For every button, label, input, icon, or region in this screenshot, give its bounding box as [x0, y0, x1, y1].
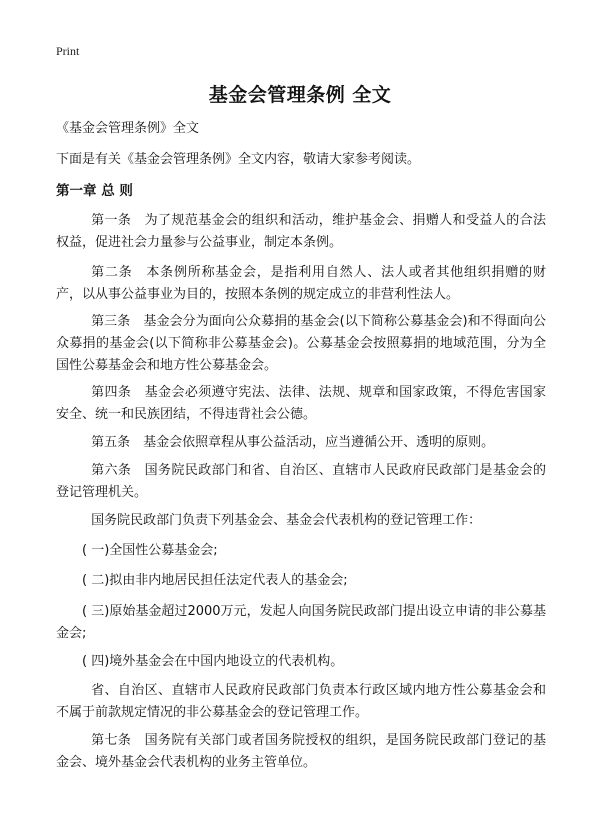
- paragraph-registration-scope: 国务院民政部门负责下列基金会、基金会代表机构的登记管理工作：: [91, 513, 482, 528]
- article-2: 第二条 本条例所称基金会，是指利用自然人、法人或者其他组织捐赠的财产，以从事公益事业为目的，按照本条例的规定成立的非营利性法人。: [56, 265, 546, 302]
- document-subtitle: 《基金会管理条例》全文: [56, 121, 200, 136]
- intro-text: 下面是有关《基金会管理条例》全文内容，敬请大家参考阅读。: [56, 152, 421, 167]
- article-5: 第五条 基金会依照章程从事公益活动，应当遵循公开、透明的原则。: [91, 435, 495, 450]
- article-4: 第四条 基金会必须遵守宪法、法律、法规、规章和国家政策，不得危害国家安全、统一和民族团结，不得违背社会公德。: [56, 385, 546, 422]
- paragraph-provincial-registration: 省、自治区、直辖市人民政府民政部门负责本行政区域内地方性公募基金会和不属于前款规定情况的非公募基金会的登记管理工作。: [56, 683, 546, 720]
- list-item-non-mainland-representative: ( 二)拟由非内地居民担任法定代表人的基金会;: [82, 573, 348, 588]
- list-item-original-fund: ( 三)原始基金超过2000万元，发起人向国务院民政部门提出设立申请的非公募基金会;: [56, 604, 546, 641]
- article-7: 第七条 国务院有关部门或者国务院授权的组织，是国务院民政部门登记的基金会、境外基金会代表机构的业务主管单位。: [56, 733, 546, 770]
- list-item-national-foundation: ( 一)全国性公募基金会;: [82, 543, 218, 558]
- article-6: 第六条 国务院民政部门和省、自治区、直辖市人民政府民政部门是基金会的登记管理机关。: [56, 463, 546, 500]
- chapter-heading: 第一章 总 则: [56, 183, 133, 199]
- page-title: 基金会管理条例 全文: [208, 84, 392, 106]
- list-item-overseas-office: ( 四)境外基金会在中国内地设立的代表机构。: [82, 654, 344, 669]
- print-link[interactable]: Print: [56, 44, 80, 58]
- article-3: 第三条 基金会分为面向公众募捐的基金会(以下简称公募基金会)和不得面向公众募捐的基金会(以下简称非公募基金会)。公募基金会按照募捐的地域范围，分为全国性公募基金会和地方性公募基金会。: [56, 314, 546, 373]
- article-1: 第一条 为了规范基金会的组织和活动，维护基金会、捐赠人和受益人的合法权益，促进社会力量参与公益事业，制定本条例。: [56, 213, 546, 250]
